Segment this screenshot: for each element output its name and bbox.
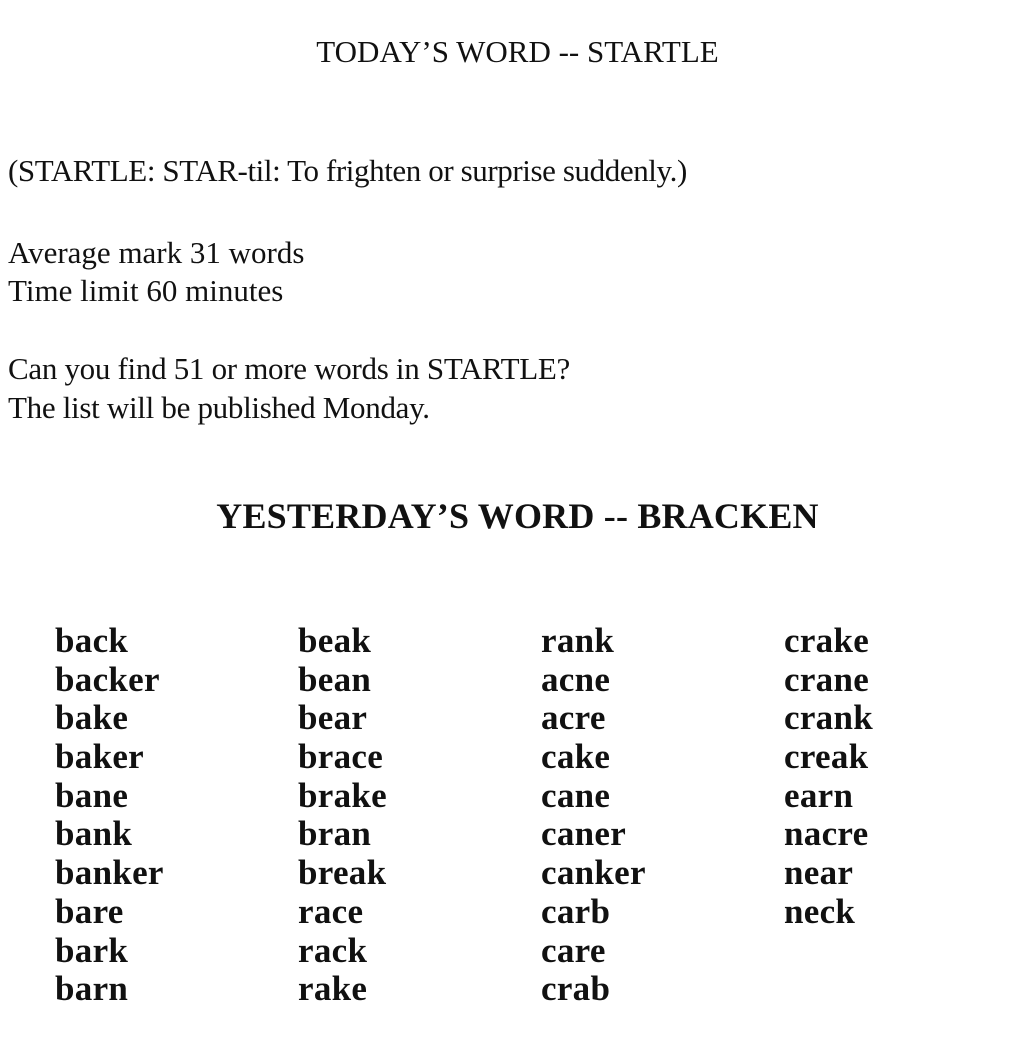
word-list-item: carb	[541, 891, 611, 931]
word-list-item: banker	[55, 853, 164, 893]
word-list-item: bare	[55, 891, 124, 931]
word-list-item: race	[298, 891, 364, 931]
word-list-item: near	[784, 853, 854, 893]
word-list-item: bank	[55, 814, 133, 854]
word-list-item: bear	[298, 698, 368, 738]
word-list-item: neck	[784, 891, 856, 931]
yesterday-word-title: YESTERDAY’S WORD -- BRACKEN	[216, 496, 819, 536]
word-list-item: cake	[541, 737, 611, 777]
publish-note-text: The list will be published Monday.	[8, 390, 430, 425]
word-column-4	[784, 622, 1024, 932]
word-list-item: back	[55, 621, 129, 660]
word-list-item: bean	[298, 659, 372, 699]
average-mark-text: Average mark 31 words	[8, 235, 305, 270]
word-list-item: bark	[55, 930, 129, 970]
word-list-item: canker	[541, 853, 646, 893]
word-list-item: earn	[784, 775, 854, 815]
word-list-item: acre	[541, 698, 606, 738]
word-list-item: rake	[298, 969, 368, 1009]
word-column-3	[541, 622, 781, 1009]
word-list-item: crab	[541, 969, 611, 1009]
word-list-item: brake	[298, 775, 387, 815]
word-list-item: caner	[541, 814, 627, 854]
word-list-item: care	[541, 930, 606, 970]
question-text: Can you find 51 or more words in STARTLE?	[8, 351, 570, 386]
word-list-item: crane	[784, 659, 870, 699]
word-list-item: creak	[784, 737, 869, 777]
today-word-title: TODAY’S WORD -- STARTLE	[316, 34, 719, 69]
time-limit-text: Time limit 60 minutes	[8, 273, 284, 308]
word-list-item: beak	[298, 621, 372, 660]
word-list-item: bran	[298, 814, 372, 854]
word-list-item: bake	[55, 698, 129, 738]
word-list-item: crake	[784, 621, 870, 660]
word-list-item: crank	[784, 698, 873, 738]
word-list-item: baker	[55, 737, 144, 777]
word-list-grid	[55, 622, 1015, 1022]
word-list-item: acne	[541, 659, 611, 699]
word-list-item: nacre	[784, 814, 869, 854]
definition-text: (STARTLE: STAR-til: To frighten or surprise suddenly.)	[8, 153, 687, 188]
word-list-item: rack	[298, 930, 368, 970]
word-list-item: bane	[55, 775, 129, 815]
word-list-item: backer	[55, 659, 160, 699]
word-list-item: break	[298, 853, 387, 893]
word-column-2	[298, 622, 538, 1009]
word-list-item: brace	[298, 737, 384, 777]
word-list-item: barn	[55, 969, 129, 1009]
word-column-1	[55, 622, 295, 1009]
word-list-item: cane	[541, 775, 611, 815]
word-list-item: rank	[541, 621, 615, 660]
